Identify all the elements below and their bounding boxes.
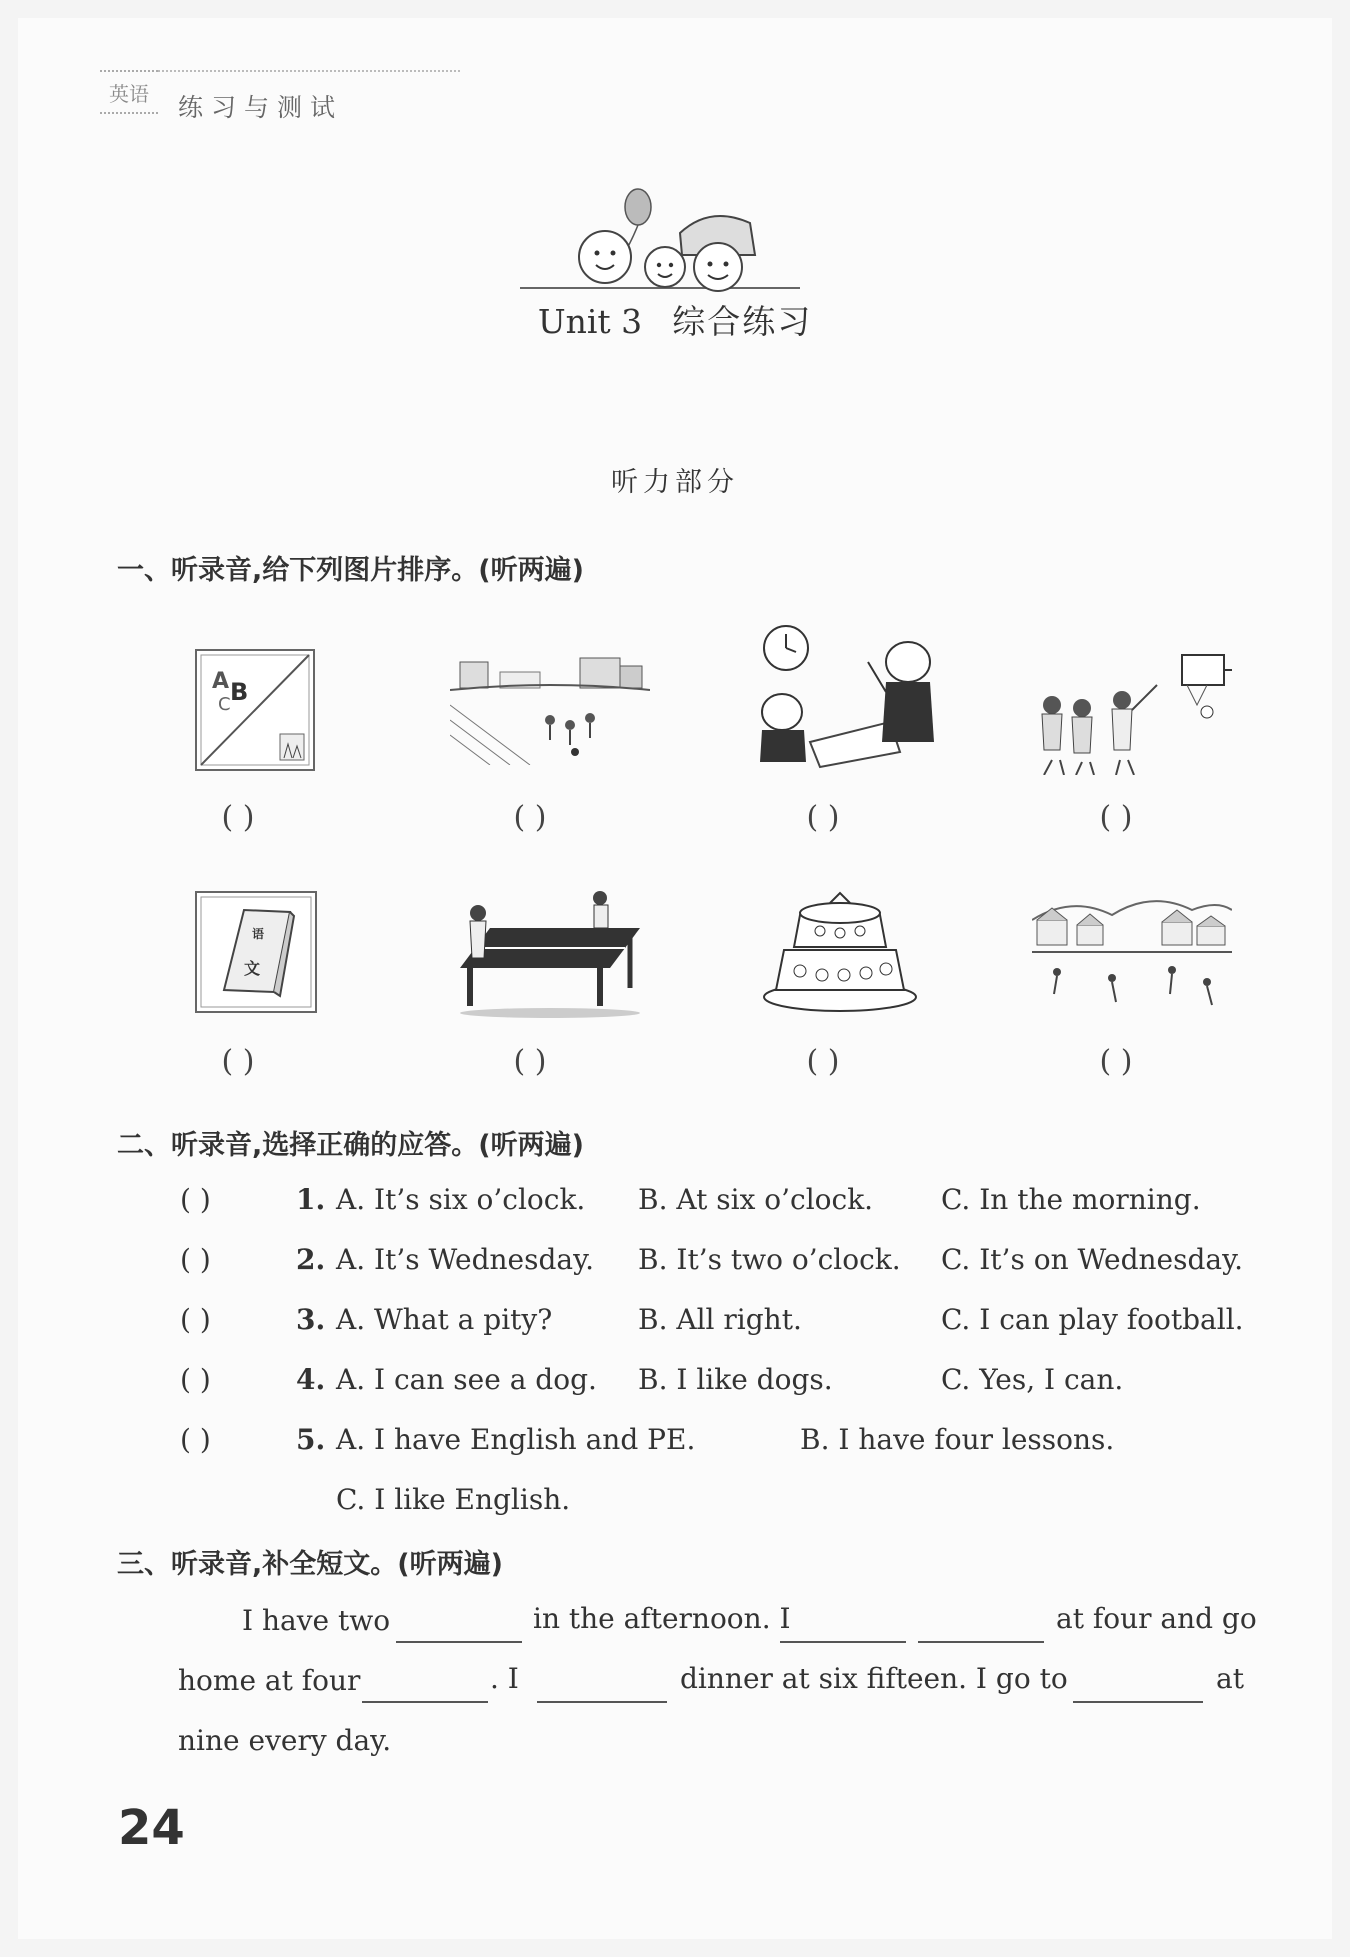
cloze-text: at four and go: [1056, 1602, 1257, 1635]
cloze-text: in the afternoon. I: [533, 1602, 791, 1635]
classroom-clock-icon: [750, 622, 980, 772]
option-a: A. It’s six o’clock.: [336, 1183, 586, 1216]
basketball-icon: [1032, 650, 1242, 775]
cloze-text: nine every day.: [178, 1724, 392, 1757]
option-b: B. It’s two o’clock.: [638, 1243, 901, 1276]
blank-line-5[interactable]: [537, 1701, 667, 1703]
svg-text:B: B: [230, 678, 249, 706]
answer-paren-2[interactable]: ( ): [513, 800, 547, 835]
option-b: B. All right.: [638, 1303, 802, 1336]
unit-chinese-title: 综合练习: [672, 302, 813, 341]
svg-text:A: A: [212, 669, 230, 694]
section-1-heading: 一、听录音,给下列图片排序。(听两遍): [117, 555, 584, 586]
option-c: C. It’s on Wednesday.: [941, 1243, 1244, 1276]
book-title: 练习与测试: [178, 93, 344, 122]
option-a: A. I can see a dog.: [336, 1363, 597, 1396]
blank-line-2[interactable]: [780, 1641, 906, 1643]
option-c: C. I can play football.: [941, 1303, 1244, 1336]
option-c: C. In the morning.: [941, 1183, 1201, 1216]
option-b: B. At six o’clock.: [638, 1183, 874, 1216]
chinese-book-icon: [194, 890, 318, 1014]
answer-paren[interactable]: ( ): [180, 1243, 211, 1276]
answer-paren-7[interactable]: ( ): [806, 1044, 840, 1079]
question-number: 1.: [296, 1183, 326, 1216]
cloze-text: I have two: [242, 1604, 391, 1637]
header-divider: [158, 70, 460, 72]
unit-title: [0, 296, 1350, 343]
skating-town-icon: [1032, 890, 1232, 1015]
cloze-text: home at four: [178, 1664, 361, 1697]
svg-text:文: 文: [244, 959, 261, 978]
question-number: 2.: [296, 1243, 326, 1276]
answer-paren-1[interactable]: ( ): [221, 800, 255, 835]
svg-text:语: 语: [252, 927, 265, 941]
answer-paren-8[interactable]: ( ): [1099, 1044, 1133, 1079]
answer-paren[interactable]: ( ): [180, 1303, 211, 1336]
page-number: 24: [118, 1800, 185, 1856]
option-a: A. I have English and PE.: [336, 1423, 696, 1456]
abc-card-icon: [194, 648, 316, 772]
section-3-heading: 三、听录音,补全短文。(听两遍): [117, 1549, 503, 1580]
option-c: C. I like English.: [336, 1483, 571, 1516]
subject-badge: 英语: [100, 70, 158, 114]
cloze-text: at: [1216, 1662, 1244, 1695]
option-c: C. Yes, I can.: [941, 1363, 1124, 1396]
blank-line-3[interactable]: [918, 1641, 1044, 1643]
answer-paren[interactable]: ( ): [180, 1363, 211, 1396]
blank-line-1[interactable]: [396, 1641, 522, 1643]
question-number: 4.: [296, 1363, 326, 1396]
answer-paren-6[interactable]: ( ): [513, 1044, 547, 1079]
table-tennis-icon: [450, 888, 650, 1018]
playground-icon: [450, 650, 650, 765]
answer-paren[interactable]: ( ): [180, 1183, 211, 1216]
answer-paren-5[interactable]: ( ): [221, 1044, 255, 1079]
unit-label: Unit 3: [537, 302, 643, 341]
blank-line-6[interactable]: [1073, 1701, 1203, 1703]
blank-line-4[interactable]: [362, 1701, 488, 1703]
option-a: A. What a pity?: [336, 1303, 553, 1336]
option-b: B. I have four lessons.: [800, 1423, 1115, 1456]
cake-icon: [760, 885, 920, 1015]
section-2-heading: 二、听录音,选择正确的应答。(听两遍): [117, 1130, 584, 1161]
listening-part-title: 听力部分: [611, 467, 739, 498]
answer-paren-3[interactable]: ( ): [806, 800, 840, 835]
cloze-text: . I: [490, 1662, 519, 1695]
cloze-text: dinner at six fifteen. I go to: [680, 1662, 1068, 1695]
answer-paren-4[interactable]: ( ): [1099, 800, 1133, 835]
svg-text:C: C: [218, 694, 231, 715]
option-a: A. It’s Wednesday.: [336, 1243, 595, 1276]
kids-balloon-icon: [510, 185, 810, 295]
question-number: 5.: [296, 1423, 326, 1456]
answer-paren[interactable]: ( ): [180, 1423, 211, 1456]
question-number: 3.: [296, 1303, 326, 1336]
option-b: B. I like dogs.: [638, 1363, 833, 1396]
